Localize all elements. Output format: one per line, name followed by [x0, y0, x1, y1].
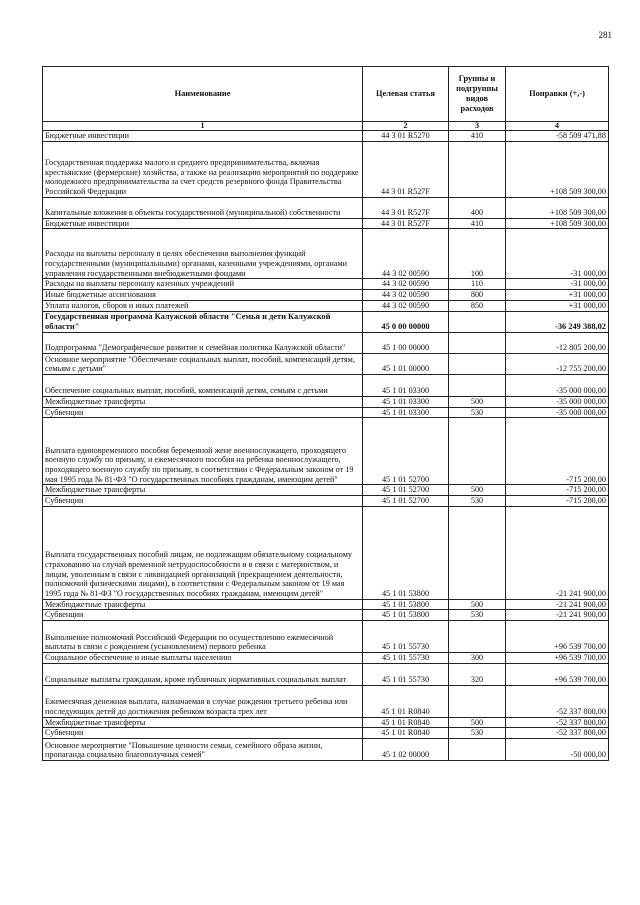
- row-name: Капитальные вложения в объекты государственной (муниципальной) собственности: [43, 197, 363, 218]
- row-target-article: 45 1 02 00000: [363, 739, 449, 761]
- row-target-article: 45 1 01 52700: [363, 418, 449, 485]
- row-target-article: 44 3 01 R527F: [363, 141, 449, 197]
- row-amount: -58 509 471,88: [506, 131, 609, 142]
- row-name: Государственная программа Калужской области "Семья и дети Калужской области": [43, 312, 363, 333]
- table-row: [43, 407, 609, 418]
- row-target-article: 45 1 01 53800: [363, 599, 449, 610]
- row-expense-group: 500: [449, 599, 506, 610]
- row-target-article: 44 3 01 R5270: [363, 131, 449, 142]
- table-row: [43, 141, 609, 197]
- row-amount: +96 539 700,00: [506, 653, 609, 664]
- row-expense-group: [449, 506, 506, 599]
- table-row: [43, 653, 609, 664]
- row-expense-group: 500: [449, 397, 506, 408]
- table-row: [43, 301, 609, 312]
- row-name: Ежемесячная денежная выплата, назначаемая в случае рождения третьего ребенка или последующих детей до достижения ребенком возраста трех лет: [43, 685, 363, 717]
- row-expense-group: 800: [449, 290, 506, 301]
- row-expense-group: [449, 333, 506, 354]
- row-target-article: 45 1 01 55730: [363, 621, 449, 653]
- row-target-article: 45 0 00 00000: [363, 312, 449, 333]
- row-name: Социальное обеспечение и иные выплаты населению: [43, 653, 363, 664]
- row-target-article: 45 1 01 R0840: [363, 728, 449, 739]
- table-row: [43, 485, 609, 496]
- row-name: Расходы на выплаты персоналу казенных учреждений: [43, 279, 363, 290]
- table-row: [43, 218, 609, 229]
- row-amount: -36 249 388,02: [506, 312, 609, 333]
- row-name: Субвенции: [43, 496, 363, 507]
- row-amount: +31 000,00: [506, 290, 609, 301]
- row-name: Иные бюджетные ассигнования: [43, 290, 363, 301]
- row-expense-group: [449, 354, 506, 375]
- table-row: [43, 229, 609, 279]
- page-number: 281: [598, 30, 612, 40]
- row-expense-group: 410: [449, 218, 506, 229]
- table-row: [43, 728, 609, 739]
- row-expense-group: [449, 141, 506, 197]
- table-row: [43, 333, 609, 354]
- header-name: Наименование: [43, 67, 363, 122]
- row-target-article: 45 1 01 52700: [363, 496, 449, 507]
- row-amount: -35 000 000,00: [506, 407, 609, 418]
- row-amount: -52 337 800,00: [506, 717, 609, 728]
- row-expense-group: [449, 739, 506, 761]
- table-row: [43, 506, 609, 599]
- row-expense-group: [449, 621, 506, 653]
- row-expense-group: 850: [449, 301, 506, 312]
- budget-amendments-table: [42, 66, 609, 761]
- row-expense-group: 100: [449, 229, 506, 279]
- table-row: [43, 739, 609, 761]
- column-number: 2: [363, 122, 449, 131]
- row-name: Выплата государственных пособий лицам, не подлежащим обязательному социальному страхованию на случай временной нетрудоспособности и в связи с материнством, и лицам, уволенным в связи с ликвидацией организаций (прекращением деятельности, полномочий физическими лицами), в соответствии с Федеральным законом от 19 мая 1995 года № 81-ФЗ "О государственных пособиях гражданам, имеющим детей": [43, 506, 363, 599]
- row-amount: -12 805 200,00: [506, 333, 609, 354]
- row-target-article: 45 1 00 00000: [363, 333, 449, 354]
- row-target-article: 45 1 01 00000: [363, 354, 449, 375]
- row-expense-group: [449, 685, 506, 717]
- table-row: [43, 663, 609, 685]
- table-row: [43, 599, 609, 610]
- row-name: Межбюджетные трансферты: [43, 717, 363, 728]
- row-expense-group: 400: [449, 197, 506, 218]
- row-name: Субвенции: [43, 728, 363, 739]
- column-number: 3: [449, 122, 506, 131]
- row-name: Бюджетные инвестиции: [43, 131, 363, 142]
- header-amendments: Поправки (+,-): [506, 67, 609, 122]
- row-name: Межбюджетные трансферты: [43, 397, 363, 408]
- row-amount: -21 241 900,00: [506, 610, 609, 621]
- row-name: Бюджетные инвестиции: [43, 218, 363, 229]
- row-target-article: 45 1 01 53800: [363, 506, 449, 599]
- row-amount: -715 200,00: [506, 485, 609, 496]
- header-target-article: Целевая статья: [363, 67, 449, 122]
- table-row: [43, 610, 609, 621]
- table-row: [43, 717, 609, 728]
- row-name: Основное мероприятие "Повышение ценности семьи, семейного образа жизни, пропаганда социально благополучных семей": [43, 739, 363, 761]
- row-name: Социальные выплаты гражданам, кроме публичных нормативных социальных выплат: [43, 663, 363, 685]
- row-target-article: 44 3 02 00590: [363, 229, 449, 279]
- table-row: [43, 397, 609, 408]
- row-expense-group: 530: [449, 496, 506, 507]
- row-amount: +96 539 700,00: [506, 621, 609, 653]
- row-name: Межбюджетные трансферты: [43, 599, 363, 610]
- row-name: Обеспечение социальных выплат, пособий, компенсаций детям, семьям с детьми: [43, 375, 363, 397]
- row-name: Уплата налогов, сборов и иных платежей: [43, 301, 363, 312]
- row-amount: -21 241 900,00: [506, 599, 609, 610]
- row-target-article: 45 1 01 03300: [363, 397, 449, 408]
- table-row: [43, 375, 609, 397]
- row-target-article: 44 3 02 00590: [363, 301, 449, 312]
- table-row: [43, 685, 609, 717]
- table-row: [43, 279, 609, 290]
- table-row: [43, 496, 609, 507]
- table-row: [43, 418, 609, 485]
- row-target-article: 44 3 01 R527F: [363, 197, 449, 218]
- row-amount: -31 000,00: [506, 279, 609, 290]
- row-amount: +108 509 300,00: [506, 197, 609, 218]
- row-amount: -52 337 800,00: [506, 685, 609, 717]
- column-number: 4: [506, 122, 609, 131]
- table-row: [43, 290, 609, 301]
- row-name: Выплата единовременного пособия беременной жене военнослужащего, проходящего военную службу по призыву, и ежемесячного пособия на ребенка военнослужащего, проходящего военную службу по призыву, в соответствии с Федеральным законом от 19 мая 1995 года № 81-ФЗ "О государственных пособиях гражданам, имеющим детей": [43, 418, 363, 485]
- row-target-article: 45 1 01 55730: [363, 663, 449, 685]
- row-amount: -715 200,00: [506, 418, 609, 485]
- row-amount: -35 000 000,00: [506, 375, 609, 397]
- row-target-article: 44 3 02 00590: [363, 279, 449, 290]
- header-expense-group: Группы и подгруппы видов расходов: [449, 67, 506, 122]
- row-expense-group: 300: [449, 653, 506, 664]
- row-amount: +108 509 300,00: [506, 141, 609, 197]
- row-expense-group: 500: [449, 717, 506, 728]
- row-amount: +96 539 700,00: [506, 663, 609, 685]
- row-name: Государственная поддержка малого и среднего предпринимательства, включая крестьянские (фермерские) хозяйства, а также на реализацию мероприятий по поддержке молодежного предпринимательства за счет средств резервного фонда Правительства Российской Федерации: [43, 141, 363, 197]
- row-name: Выполнение полномочий Российской Федерации по осуществлению ежемесячной выплаты в связи с рождением (усыновлением) первого ребенка: [43, 621, 363, 653]
- row-expense-group: 530: [449, 610, 506, 621]
- row-expense-group: 410: [449, 131, 506, 142]
- row-amount: -21 241 900,00: [506, 506, 609, 599]
- row-target-article: 45 1 01 53800: [363, 610, 449, 621]
- row-amount: -31 000,00: [506, 229, 609, 279]
- row-amount: -715 200,00: [506, 496, 609, 507]
- row-target-article: 45 1 01 03300: [363, 375, 449, 397]
- row-name: Расходы на выплаты персоналу в целях обеспечения выполнения функций государственными (муниципальными) органами, казенными учреждениями, органами управления государственными внебюджетными фондами: [43, 229, 363, 279]
- row-target-article: 45 1 01 52700: [363, 485, 449, 496]
- row-amount: -52 337 800,00: [506, 728, 609, 739]
- row-expense-group: [449, 375, 506, 397]
- row-expense-group: [449, 418, 506, 485]
- row-amount: +108 509 300,00: [506, 218, 609, 229]
- row-expense-group: [449, 312, 506, 333]
- row-expense-group: 530: [449, 407, 506, 418]
- row-target-article: 44 3 01 R527F: [363, 218, 449, 229]
- row-target-article: 45 1 01 R0840: [363, 685, 449, 717]
- row-name: Субвенции: [43, 610, 363, 621]
- row-amount: -12 755 200,00: [506, 354, 609, 375]
- table-row: [43, 312, 609, 333]
- row-target-article: 45 1 01 03300: [363, 407, 449, 418]
- table-row: [43, 354, 609, 375]
- row-name: Межбюджетные трансферты: [43, 485, 363, 496]
- row-expense-group: 530: [449, 728, 506, 739]
- row-name: Субвенции: [43, 407, 363, 418]
- row-expense-group: 320: [449, 663, 506, 685]
- table-row: [43, 197, 609, 218]
- row-amount: -35 000 000,00: [506, 397, 609, 408]
- row-expense-group: 110: [449, 279, 506, 290]
- table-row: [43, 131, 609, 142]
- row-amount: -50 000,00: [506, 739, 609, 761]
- row-name: Подпрограмма "Демографическое развитие и семейная политика Калужской области": [43, 333, 363, 354]
- row-target-article: 45 1 01 55730: [363, 653, 449, 664]
- row-amount: +31 000,00: [506, 301, 609, 312]
- table-row: [43, 621, 609, 653]
- row-target-article: 45 1 01 R0840: [363, 717, 449, 728]
- row-target-article: 44 3 02 00590: [363, 290, 449, 301]
- row-expense-group: 500: [449, 485, 506, 496]
- column-number: 1: [43, 122, 363, 131]
- row-name: Основное мероприятие "Обеспечение социальных выплат, пособий, компенсаций детям, семьям с детьми": [43, 354, 363, 375]
